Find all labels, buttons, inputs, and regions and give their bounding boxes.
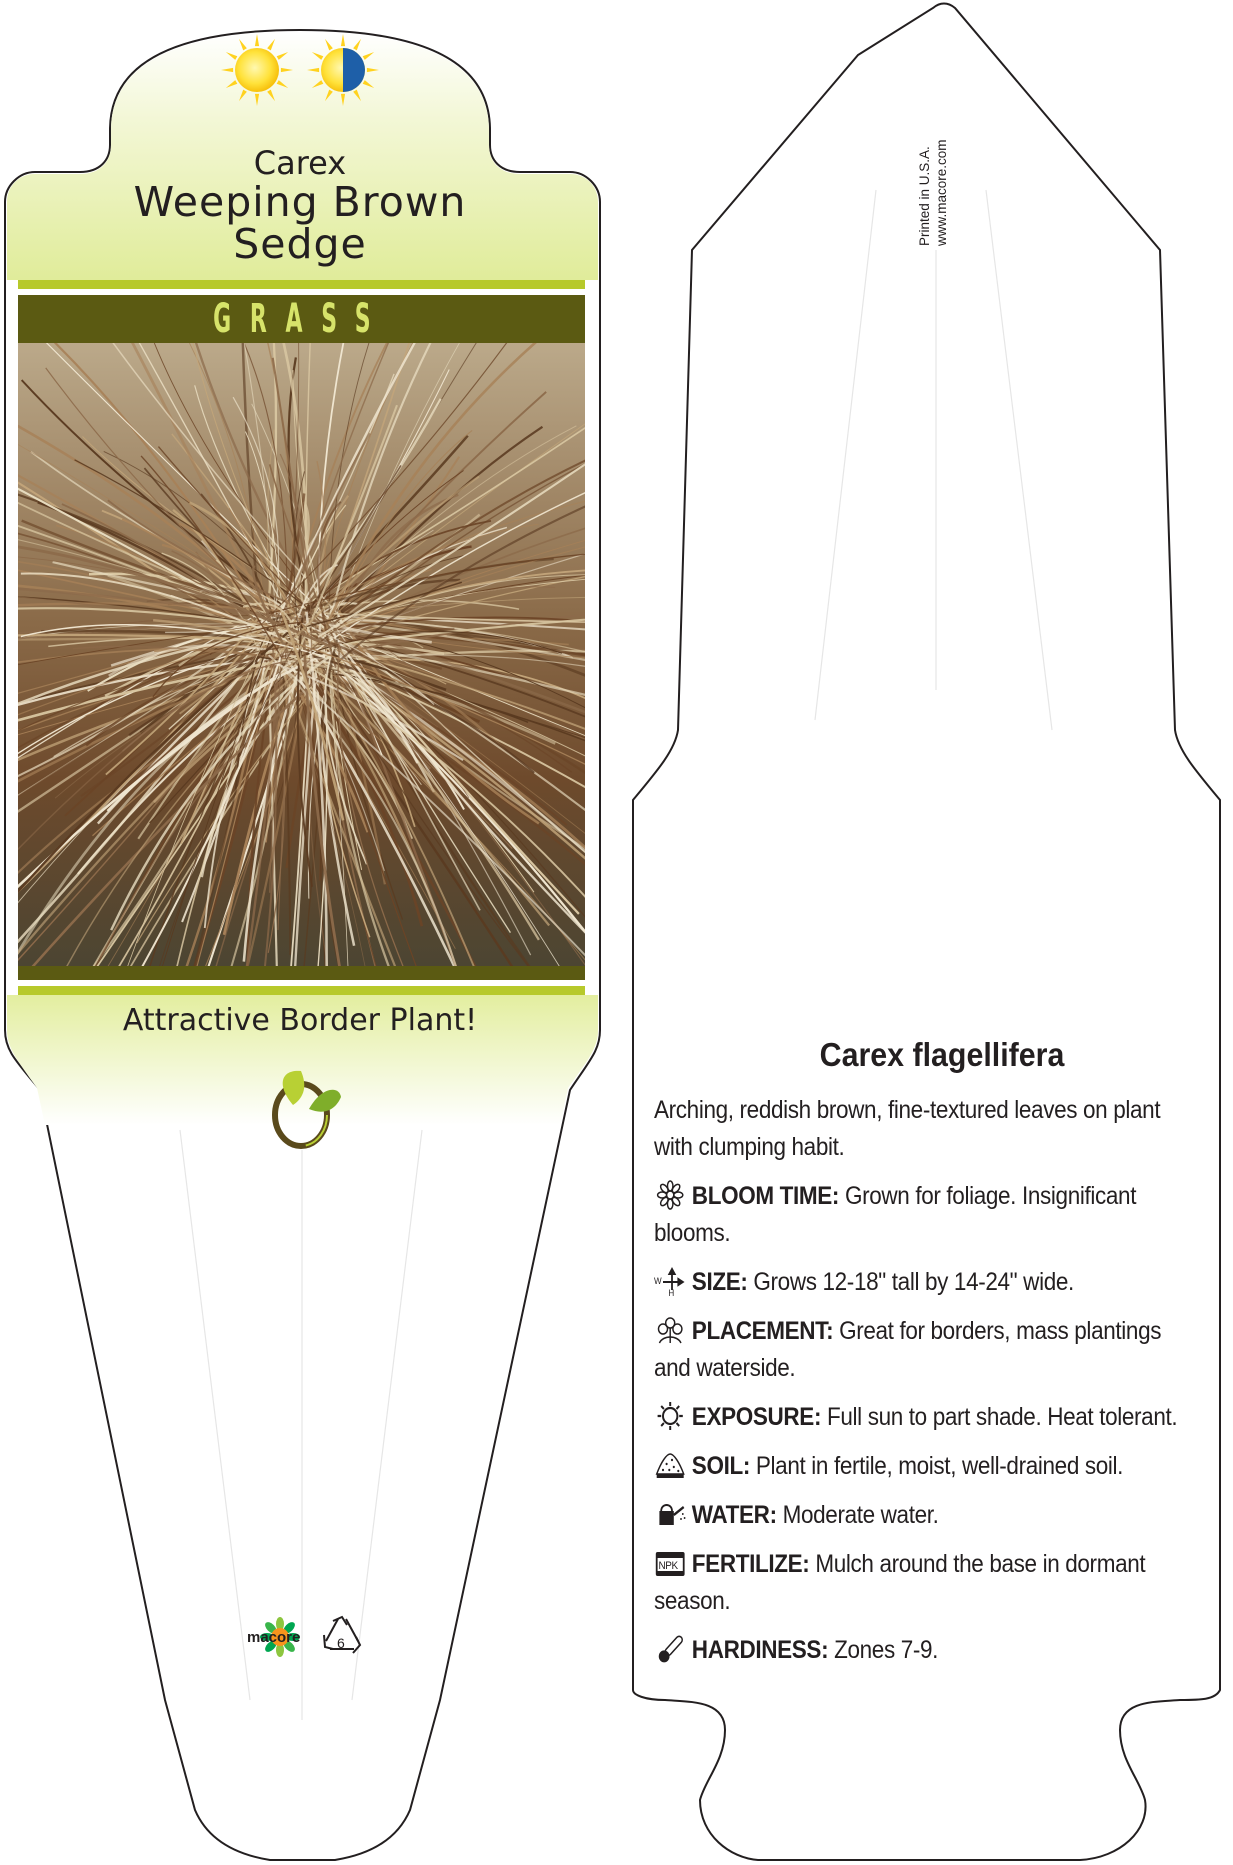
soil-row	[654, 1448, 1203, 1485]
thermometer-icon	[654, 1634, 686, 1664]
category-band	[18, 295, 585, 343]
sun-outline-icon	[654, 1401, 686, 1431]
common-name-line2: Sedge	[233, 220, 367, 268]
printed-in-usa: Printed in U.S.A.	[917, 146, 932, 246]
website-url: www.macore.com	[934, 139, 949, 246]
recycle-code: 6	[337, 1635, 345, 1651]
common-name-line1: Weeping Brown	[133, 178, 467, 226]
placement-row	[654, 1313, 1203, 1387]
soil-pile-icon	[654, 1450, 686, 1480]
placement-text: Great for borders, mass plantings and waterside.	[654, 1317, 1162, 1382]
npk-bag-icon	[654, 1548, 686, 1578]
size-label: SIZE:	[691, 1268, 748, 1296]
care-info	[654, 1036, 1206, 1681]
fertilize-row	[654, 1546, 1203, 1620]
flower-icon	[654, 1180, 686, 1210]
bloom-time-label: BLOOM TIME:	[691, 1182, 840, 1210]
bloom-time-row	[654, 1178, 1203, 1252]
water-text: Moderate water.	[782, 1501, 939, 1529]
svg-text:W: W	[654, 1275, 662, 1287]
scientific-name: Carex flagellifera	[819, 1036, 1065, 1073]
size-row	[654, 1264, 1203, 1301]
placement-label: PLACEMENT:	[691, 1317, 834, 1345]
hardiness-text: Zones 7-9.	[834, 1636, 939, 1664]
svg-text:H: H	[668, 1287, 674, 1296]
macore-logo-text: macore	[247, 1629, 301, 1646]
size-text: Grows 12-18" tall by 14-24" wide.	[753, 1268, 1074, 1296]
genus-name: Carex	[253, 144, 347, 182]
size-arrows-icon	[654, 1266, 686, 1296]
soil-text: Plant in fertile, moist, well-drained soil.	[755, 1452, 1124, 1480]
fertilize-text: Mulch around the base in dormant season.	[654, 1550, 1146, 1615]
exposure-row	[654, 1399, 1203, 1436]
fertilize-label: FERTILIZE:	[691, 1550, 810, 1578]
hardiness-row	[654, 1632, 1203, 1669]
category-label: GRASS	[213, 296, 390, 342]
front-title-block	[40, 144, 560, 268]
exposure-label: EXPOSURE:	[691, 1403, 822, 1431]
tagline: Attractive Border Plant!	[122, 1003, 478, 1038]
watering-can-icon	[654, 1499, 686, 1529]
water-label: WATER:	[691, 1501, 777, 1529]
plant-description: Arching, reddish brown, fine-textured leaves on plant with clumping habit.	[654, 1096, 1161, 1161]
water-row	[654, 1497, 1203, 1534]
printed-note	[916, 96, 956, 246]
exposure-text: Full sun to part shade. Heat tolerant.	[826, 1403, 1178, 1431]
bloom-time-text: Grown for foliage. Insignificant blooms.	[654, 1182, 1137, 1247]
svg-text:NPK: NPK	[658, 1560, 678, 1573]
hardiness-label: HARDINESS:	[691, 1636, 829, 1664]
soil-label: SOIL:	[691, 1452, 751, 1480]
plants-icon	[654, 1315, 686, 1345]
